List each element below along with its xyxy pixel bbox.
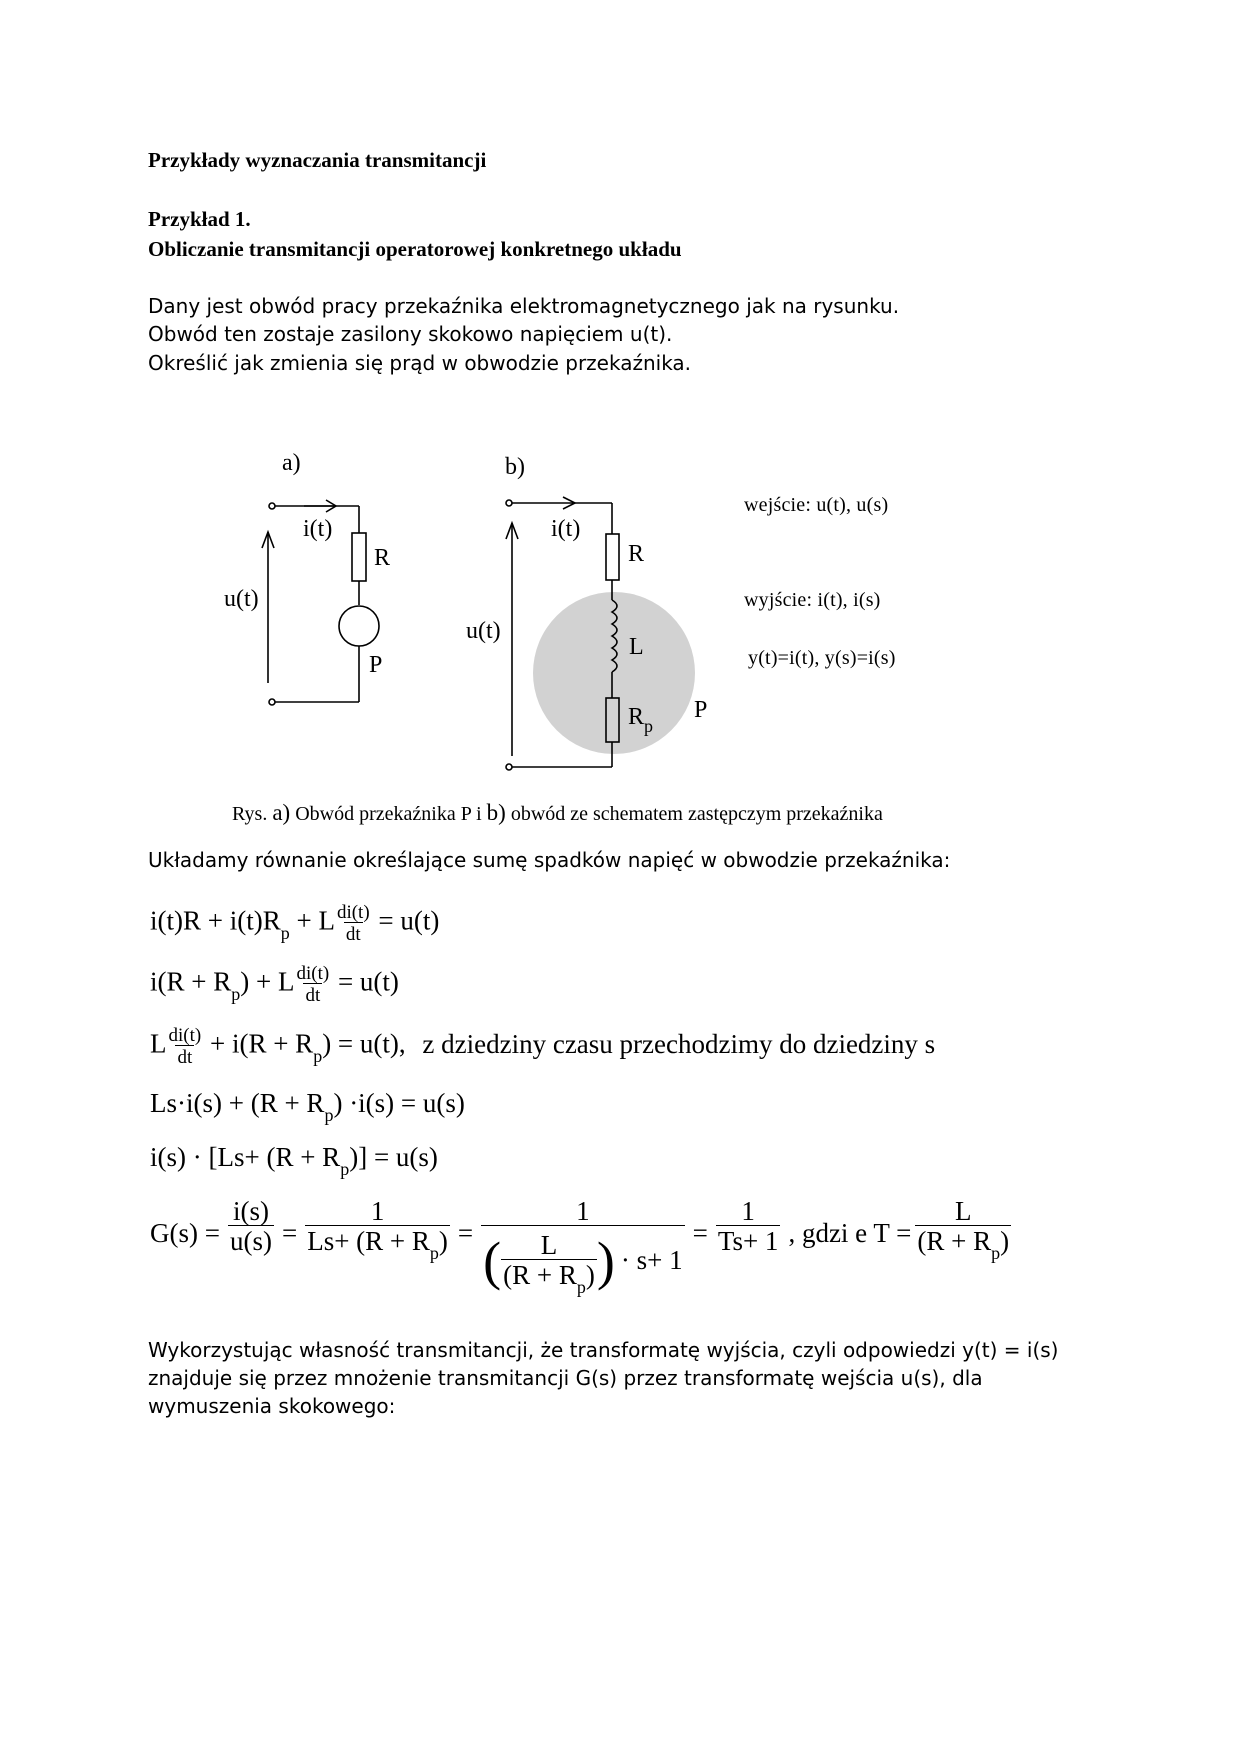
fig-a-voltage: u(t) — [224, 586, 259, 612]
conclusion-line-1: Wykorzystując własność transmitancji, że transformatę wyjścia, czyli odpowiedzi y(t) = i(s) — [148, 1338, 1059, 1362]
intro-line-3: Określić jak zmienia się prąd w obwodzie przekaźnika. — [148, 351, 692, 375]
fig-a-resistor: R — [374, 545, 391, 571]
example-subtitle: Obliczanie transmitancji operatorowej konkretnego układu — [148, 237, 682, 261]
equation-3: L $\frac{di(t)}{dt}$ + $i(R + R_p) = u(t)$, z dziedziny czasu przechodzimy do dziedziny s — [150, 1025, 936, 1068]
fig-b-inductor: L — [629, 634, 644, 660]
conclusion-line-2: znajduje się przez mnożenie transmitancji G(s) przez transformatę wejścia u(s), dla — [148, 1366, 983, 1390]
intro-line-1: Dany jest obwód pracy przekaźnika elektromagnetycznego jak na rysunku. — [148, 294, 900, 318]
equation-4: $Ls\cdot i(s) + (R + R_p) \cdot i(s) = u(s)$ — [150, 1088, 465, 1125]
equation-2: $i(R + R_p) + L$ $\frac{di(t)}{dt}$ = u(t) — [150, 963, 399, 1006]
conclusion-line-3: wymuszenia skokowego: — [148, 1394, 396, 1418]
side-note-input: wejście: u(t), u(s) — [744, 494, 889, 516]
fig-b-rp: $R_p$ — [628, 704, 654, 736]
side-note-output: wyjście: i(t), i(s) — [744, 589, 881, 611]
side-note-y: y(t)=i(t), y(s)=i(s) — [748, 647, 896, 669]
fig-b-voltage: u(t) — [466, 618, 501, 644]
equation-5: $i(s) \cdot [Ls+ (R + R_p)] = u(s)$ — [150, 1142, 438, 1179]
page-title: Przykłady wyznaczania transmitancji — [148, 148, 487, 172]
fig-b-label: b) — [505, 454, 525, 480]
equation-intro: Układamy równanie określające sumę spadków napięć w obwodzie przekaźnika: — [148, 848, 951, 872]
fig-a-relay: P — [369, 652, 383, 678]
intro-line-2: Obwód ten zostaje zasilony skokowo napięciem u(t). — [148, 322, 673, 346]
fig-b-resistor: R — [628, 541, 645, 567]
equation-6: G(s) = $\frac{i(s)}{u(s)}$ = $\frac{1}{Ls+ (R + R_p)}$ = 1 ( $\frac{L}{(R + R_p)}$ ) · s+ 1 = $\frac{1}{Ts+ 1}$ , gdzi e T = $\frac{L}{(R + R_p)}$ — [150, 1196, 1010, 1297]
fig-b-current: i(t) — [551, 516, 581, 542]
equation-1: $i(t)R + i(t)R_p + L$ $\frac{di(t)}{dt}$ = u(t) — [150, 902, 440, 945]
circuit-figure — [0, 0, 1240, 800]
fig-b-relay: P — [694, 697, 708, 723]
example-number: Przykład 1. — [148, 207, 251, 231]
fig-a-label: a) — [282, 450, 301, 476]
fig-a-current: i(t) — [303, 516, 333, 542]
figure-caption: Rys. a) Obwód przekaźnika P i b) obwód ze schematem zastępczym przekaźnika — [232, 800, 883, 825]
